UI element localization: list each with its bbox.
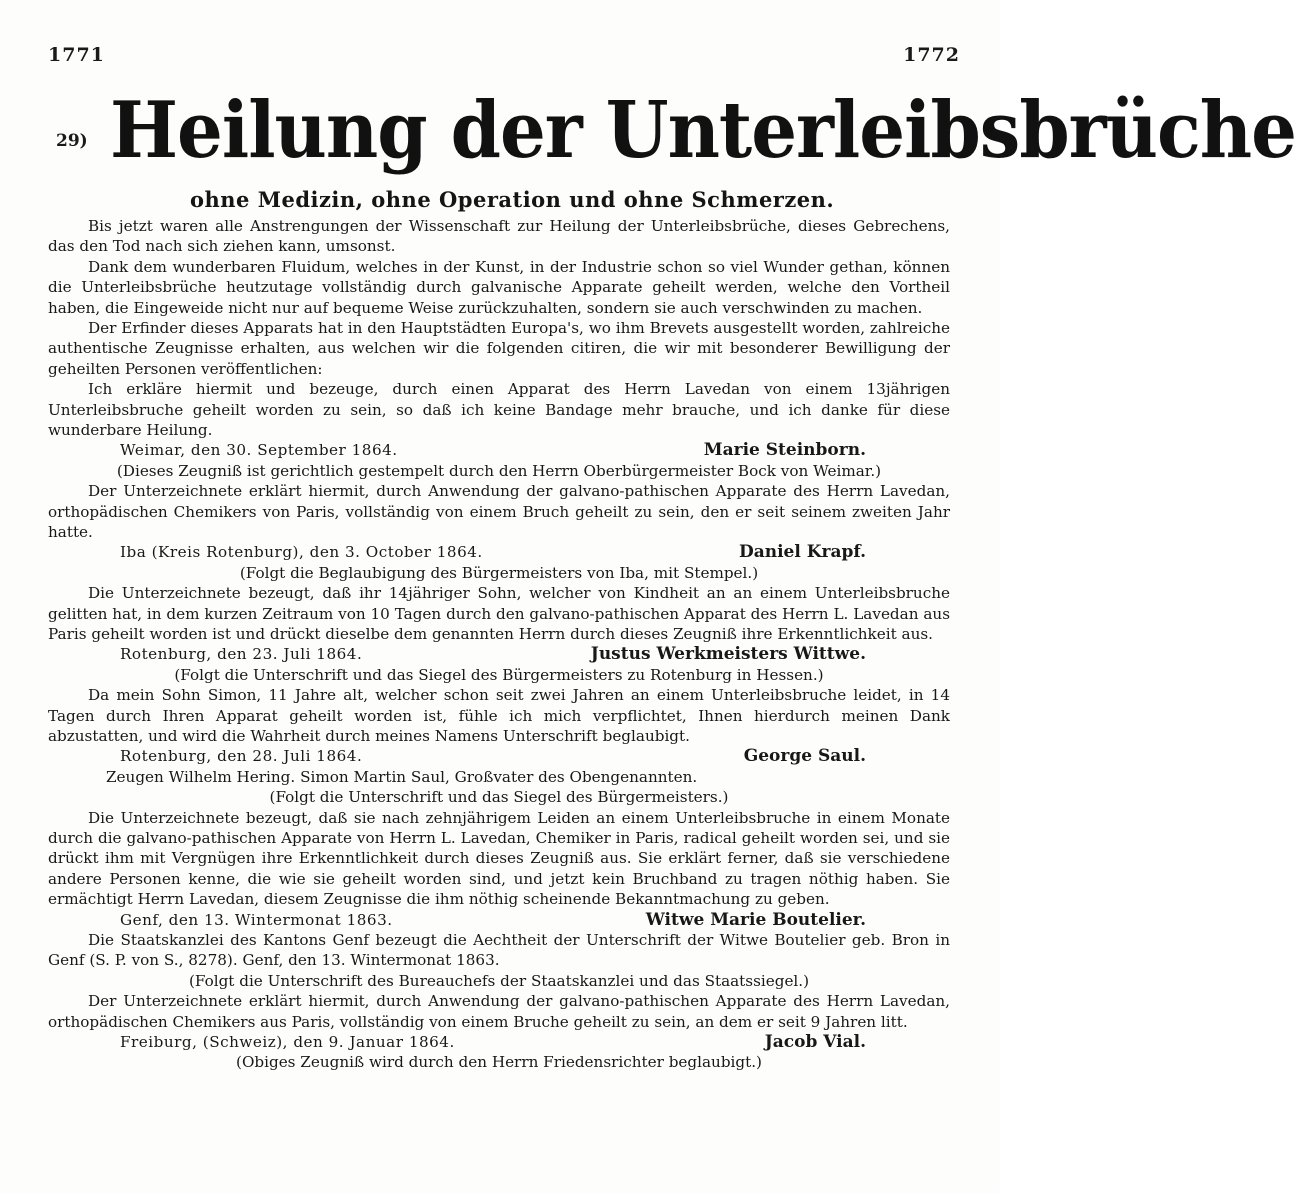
place-date: Rotenburg, den 23. Juli 1864. [120, 645, 363, 664]
page-number-right: 1772 [903, 44, 960, 66]
page-number-left: 1771 [48, 44, 105, 66]
place-date: Genf, den 13. Wintermonat 1863. [120, 910, 393, 929]
testimonial-2-text: Der Unterzeichnete erklärt hiermit, durch Anwendung der galvano-pathischen Apparate des Herrn Lavedan, orthopädischen Chemikers von Paris, vollständig von einem Bruch geheilt zu sein, den er seit seinem zweiten Jahr hatte. [48, 482, 950, 542]
testimonial-4-note: (Folgt die Unterschrift und das Siegel des Bürgermeisters.) [269, 788, 729, 807]
advertisement-headline: Heilung der Unterleibsbrüche [110, 83, 1296, 176]
advertisement-subtitle: ohne Medizin, ohne Operation und ohne Schmerzen. [190, 187, 835, 212]
place-date: Freiburg, (Schweiz), den 9. Januar 1864. [120, 1033, 455, 1052]
signer-name: George Saul. [743, 746, 866, 767]
place-date: Iba (Kreis Rotenburg), den 3. October 1864. [120, 543, 483, 562]
place-date: Rotenburg, den 28. Juli 1864. [120, 747, 363, 766]
signer-name: Daniel Krapf. [738, 542, 866, 563]
signer-name: Jacob Vial. [764, 1032, 866, 1053]
advertisement-number: 29) [56, 131, 88, 151]
testimonial-2-note: (Folgt die Beglaubigung des Bürgermeisters von Iba, mit Stempel.) [239, 563, 759, 582]
testimonial-1-signature [48, 440, 950, 460]
testimonial-6-text: Der Unterzeichnete erklärt hiermit, durch Anwendung der galvano-pathischen Apparate des Herrn Lavedan, orthopädischen Chemikers aus Paris, vollständig von einem Bruche geheilt zu sein, an dem er seit 9 Jahren litt. [48, 992, 950, 1031]
testimonial-3-text: Die Unterzeichnete bezeugt, daß ihr 14jähriger Sohn, welcher von Kindheit an an einem Unterleibsbruche gelitten hat, in dem kurzen Zeitraum von 10 Tagen durch den galvano-pathischen Apparat des Herrn L. Lavedan aus Paris geheilt worden ist und drückt dieselbe dem genannten Herrn durch dieses Zeugniß ihre Erkenntlichkeit aus. [48, 584, 950, 644]
testimonial-4-signature [48, 746, 950, 766]
testimonial-4-text: Da mein Sohn Simon, 11 Jahre alt, welcher schon seit zwei Jahren an einem Unterleibsbruche leidet, in 14 Tagen durch Ihren Apparat geheilt worden ist, fühle ich mich verpflichtet, Ihnen hierdurch meinen Dank abzustatten, und wird die Wahrheit durch meines Namens Unterschrift beglaubigt. [48, 686, 950, 746]
intro-paragraph-3: Der Erfinder dieses Apparats hat in den Hauptstädten Europa's, wo ihm Brevets ausgestellt worden, zahlreiche authentische Zeugnisse erhalten, aus welchen wir die folgenden citiren, die wir mit besonderer Bewilligung der geheilten Personen veröffentlichen: [48, 319, 950, 378]
testimonial-2-signature [48, 542, 950, 562]
intro-paragraph-2: Dank dem wunderbaren Fluidum, welches in der Kunst, in der Industrie schon so viel Wunder gethan, können die Unterleibsbrüche heutzutage vollständig durch galvanische Apparate geheilt werden, welche den Vortheil haben, die Eingeweide nicht nur auf bequeme Weise zurückzuhalten, sondern sie auch verschwinden zu machen. [48, 257, 950, 317]
signer-name: Marie Steinborn. [703, 440, 866, 461]
testimonial-4-witnesses: Zeugen Wilhelm Hering. Simon Martin Saul, Großvater des Obengenannten. [106, 767, 698, 786]
testimonial-6-note: (Obiges Zeugniß wird durch den Herrn Friedensrichter beglaubigt.) [236, 1053, 762, 1072]
testimonial-1-note: (Dieses Zeugniß ist gerichtlich gestempelt durch den Herrn Oberbürgermeister Bock von Weimar.) [116, 461, 882, 480]
testimonial-5-text: Die Unterzeichnete bezeugt, daß sie nach zehnjährigem Leiden an einem Unterleibsbruche in einem Monate durch die galvano-pathischen Apparate von Herrn L. Lavedan, Chemiker in Paris, radical geheilt worden sei, und sie drückt ihm mit Vergnügen ihre Erkenntlichkeit durch dieses Zeugniß aus. Sie erklärt ferner, daß sie verschiedene andere Personen kenne, die wie sie geheilt worden sind, und jetzt kein Bruchband zu tragen nöthig haben. Sie ermächtigt Herrn Lavedan, diesem Zeugnisse die ihm nöthig scheinende Bekanntmachung zu geben. [48, 808, 950, 909]
testimonial-1-text: Ich erkläre hiermit und bezeuge, durch einen Apparat des Herrn Lavedan von einem 13jährigen Unterleibsbruche geheilt worden zu sein, so daß ich keine Bandage mehr brauche, und ich danke für diese wunderbare Heilung. [48, 380, 950, 440]
testimonial-6-signature [48, 1032, 950, 1052]
advertisement-body [48, 216, 950, 1073]
testimonial-5-note: (Folgt die Unterschrift des Bureauchefs der Staatskanzlei und das Staatssiegel.) [188, 971, 810, 990]
intro-paragraph-1: Bis jetzt waren alle Anstrengungen der Wissenschaft zur Heilung der Unterleibsbrüche, dieses Gebrechens, das den Tod nach sich ziehen kann, umsonst. [48, 217, 950, 256]
testimonial-3-signature [48, 644, 950, 664]
testimonial-3-note: (Folgt die Unterschrift und das Siegel des Bürgermeisters zu Rotenburg in Hessen.) [174, 665, 824, 684]
signer-name: Justus Werkmeisters Wittwe. [590, 644, 866, 665]
testimonial-5-signature [48, 910, 950, 930]
signer-name: Witwe Marie Boutelier. [645, 909, 866, 930]
place-date: Weimar, den 30. September 1864. [120, 441, 398, 460]
testimonial-5-attestation: Die Staatskanzlei des Kantons Genf bezeugt die Aechtheit der Unterschrift der Witwe Boutelier geb. Bron in Genf (S. P. von S., 8278). Genf, den 13. Wintermonat 1863. [48, 931, 950, 970]
